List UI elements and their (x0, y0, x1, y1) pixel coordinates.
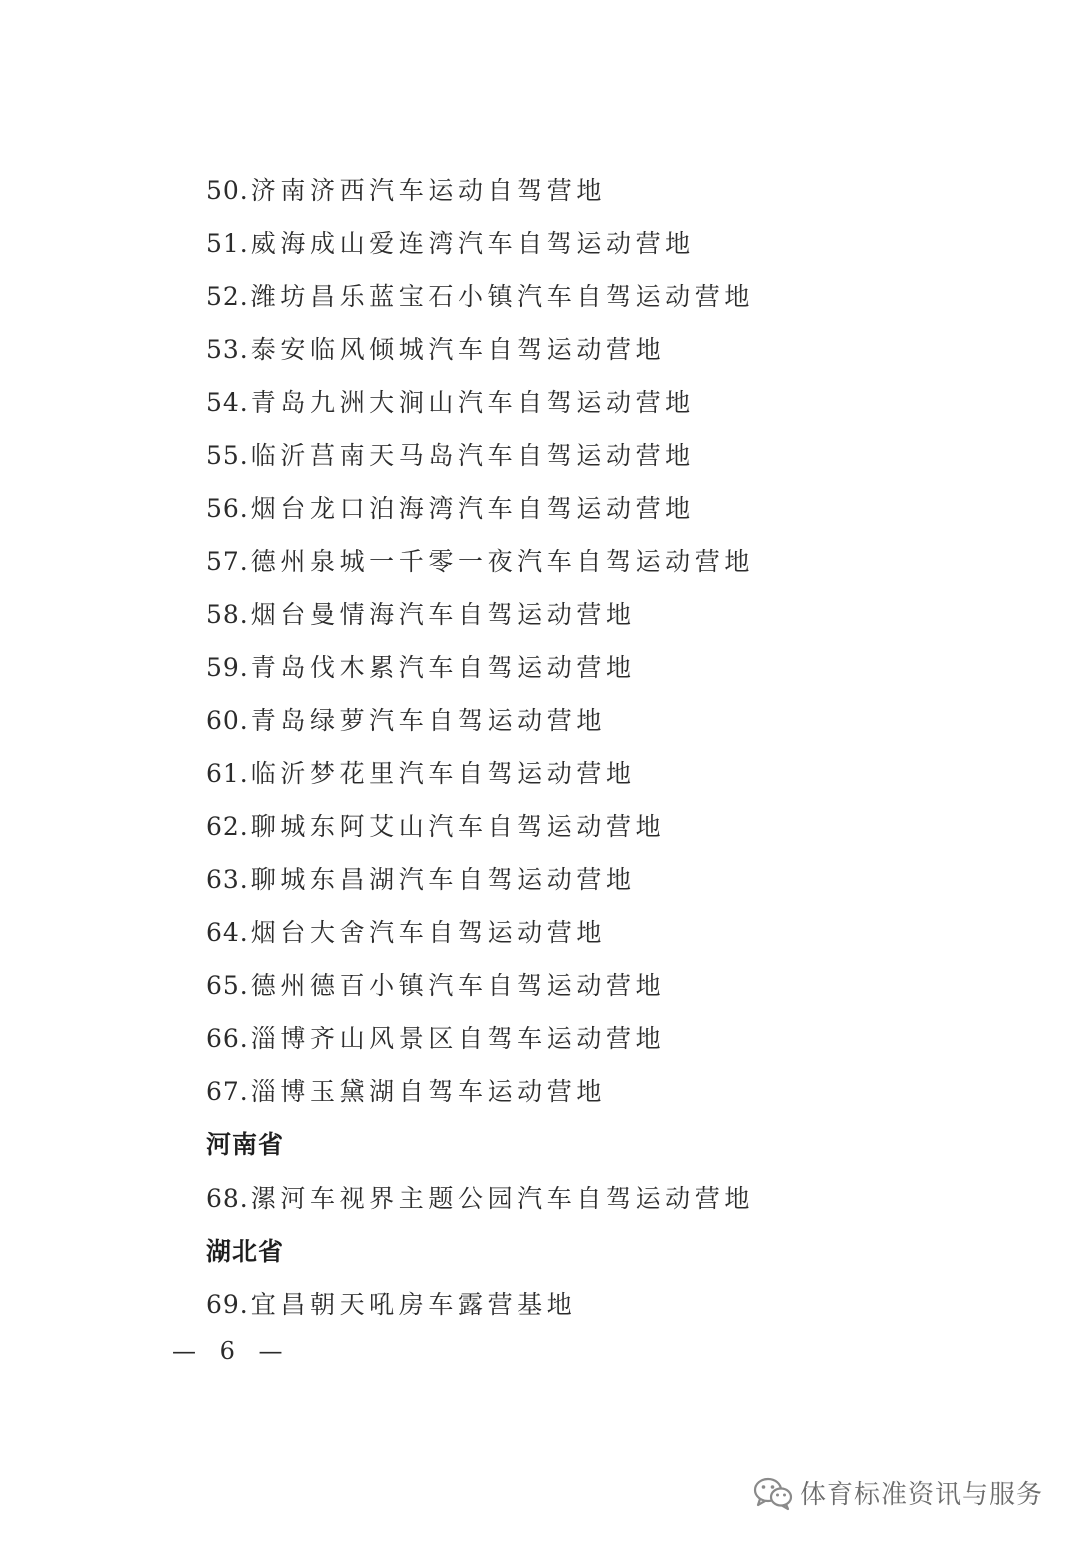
list-item-number: 57. (206, 547, 249, 576)
list-item (206, 706, 606, 736)
list-item (206, 865, 636, 895)
list-item-number: 67. (206, 1077, 249, 1106)
list-item-number: 63. (206, 865, 249, 894)
list-item-text: 聊城东阿艾山汽车自驾运动营地 (250, 812, 666, 841)
list-item-text: 德州德百小镇汽车自驾运动营地 (250, 971, 666, 1000)
list-item-text: 宜昌朝天吼房车露营基地 (250, 1290, 577, 1319)
list-item-text: 烟台龙口泊海湾汽车自驾运动营地 (250, 494, 695, 523)
list-item (206, 388, 695, 418)
list-item-number: 55. (206, 441, 249, 470)
list-item-text: 德州泉城一千零一夜汽车自驾运动营地 (250, 547, 754, 576)
list-item-number: 61. (206, 759, 249, 788)
list-item (206, 176, 606, 206)
list-item (206, 971, 665, 1001)
list-item-number: 53. (206, 335, 249, 364)
list-item-text: 青岛九洲大涧山汽车自驾运动营地 (250, 388, 695, 417)
list-item (206, 1077, 606, 1107)
list-item (206, 229, 695, 259)
province-heading-henan: 河南省 (206, 1130, 285, 1159)
watermark (752, 1474, 1043, 1511)
list-item-text: 临沂梦花里汽车自驾运动营地 (250, 759, 636, 788)
list-item-text: 泰安临风倾城汽车自驾运动营地 (250, 335, 666, 364)
list-item (206, 759, 636, 789)
list-item-number: 59. (206, 653, 249, 682)
list-item-number: 69. (206, 1290, 249, 1319)
list-item (206, 653, 636, 683)
list-item-text: 青岛绿萝汽车自驾运动营地 (250, 706, 606, 735)
list-item (206, 1184, 754, 1214)
list-item (206, 1024, 665, 1054)
list-item-number: 58. (206, 600, 249, 629)
list-item-text: 淄博玉黛湖自驾车运动营地 (250, 1077, 606, 1106)
page-number: — 6 — (172, 1337, 291, 1365)
list-item (206, 335, 665, 365)
list-item (206, 441, 695, 471)
list-item-number: 56. (206, 494, 249, 523)
list-item-text: 淄博齐山风景区自驾车运动营地 (250, 1024, 666, 1053)
list-item-text: 潍坊昌乐蓝宝石小镇汽车自驾运动营地 (250, 282, 754, 311)
list-item-number: 60. (206, 706, 249, 735)
list-item (206, 1290, 576, 1320)
list-item-number: 68. (206, 1184, 249, 1213)
list-item-number: 50. (206, 176, 249, 205)
province-heading-hubei: 湖北省 (206, 1237, 285, 1266)
wechat-icon (752, 1475, 794, 1511)
list-item-number: 65. (206, 971, 249, 1000)
list-item-number: 66. (206, 1024, 249, 1053)
list-item-number: 62. (206, 812, 249, 841)
list-item-text: 烟台大舍汽车自驾运动营地 (250, 918, 606, 947)
list-item-text: 漯河车视界主题公园汽车自驾运动营地 (250, 1184, 754, 1213)
list-item (206, 282, 754, 312)
watermark-text: 体育标准资讯与服务 (800, 1480, 1044, 1510)
list-item-text: 聊城东昌湖汽车自驾运动营地 (250, 865, 636, 894)
list-item-text: 临沂莒南天马岛汽车自驾运动营地 (250, 441, 695, 470)
list-item-number: 54. (206, 388, 249, 417)
list-item (206, 918, 606, 948)
list-item-text: 威海成山爱连湾汽车自驾运动营地 (250, 229, 695, 258)
list-item (206, 494, 695, 524)
list-item-text: 烟台曼情海汽车自驾运动营地 (250, 600, 636, 629)
list-item (206, 812, 665, 842)
list-item-number: 64. (206, 918, 249, 947)
list-item (206, 600, 636, 630)
list-item-number: 51. (206, 229, 249, 258)
list-item (206, 547, 754, 577)
list-item-number: 52. (206, 282, 249, 311)
list-item-text: 济南济西汽车运动自驾营地 (250, 176, 606, 205)
list-item-text: 青岛伐木累汽车自驾运动营地 (250, 653, 636, 682)
